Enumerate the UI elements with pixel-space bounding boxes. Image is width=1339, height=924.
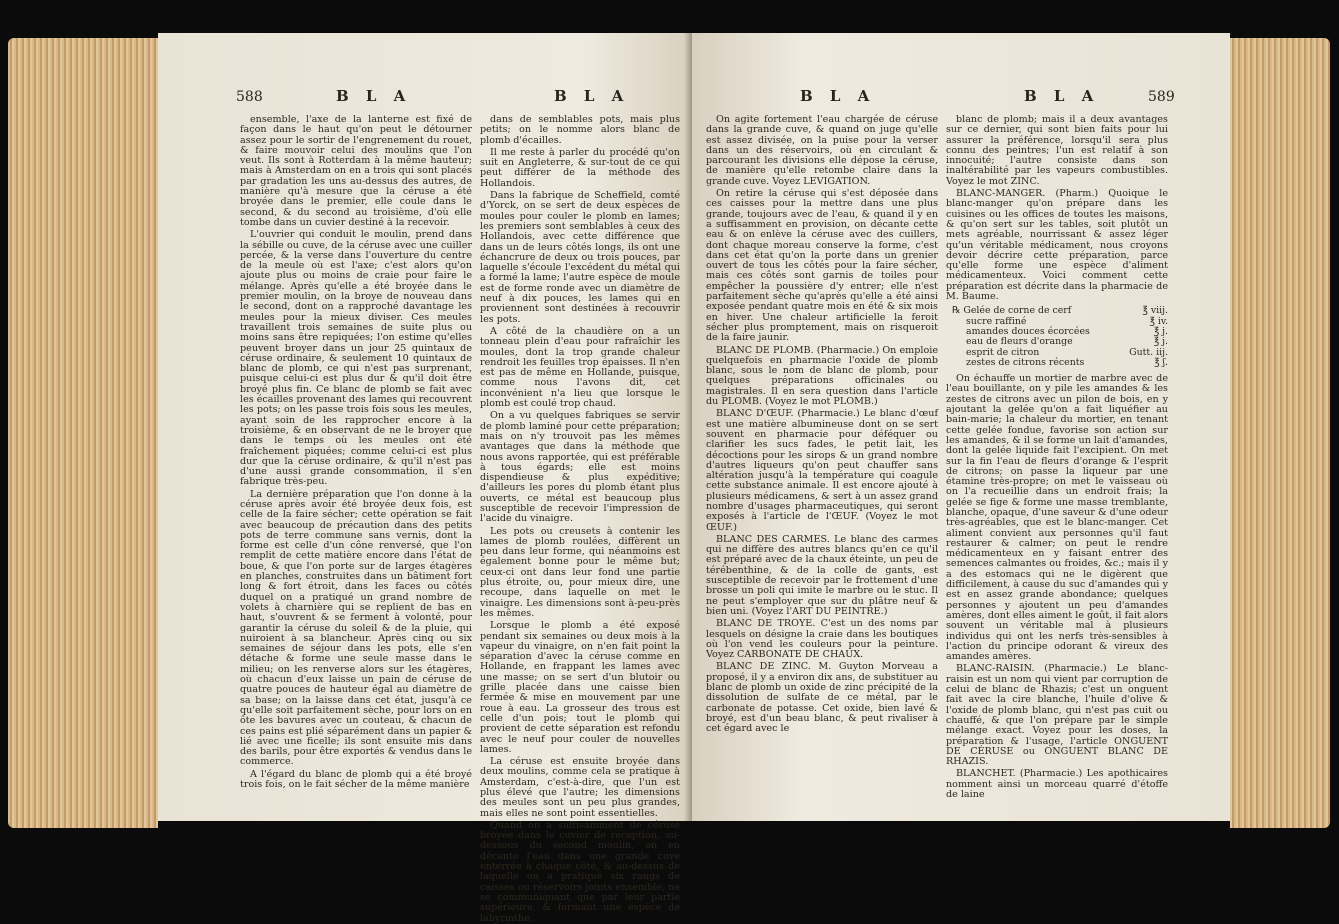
paragraph: Il me reste à parler du procédé qu'on suit en Angleterre, & sur-tout de ce qui peut différer de la méthode des Hollandois. [480, 146, 680, 189]
paragraph: BLANC DE PLOMB. (Pharmacie.) On emploie quelquefois en pharmacie l'oxide de plomb blanc, sous le nom de blanc de plomb, pour quelques préparations officinales ou magistrales. Il en sera question dans l'article du PLOMB. (Voyez le mot PLOMB.) [706, 344, 938, 408]
recipe-row: zestes de citrons récents ℥ ʃ. [966, 356, 1168, 368]
right-page-edges [1230, 38, 1330, 828]
right-page [692, 33, 1230, 821]
recipe-table [952, 306, 1168, 368]
paragraph: BLANC DE ZINC. M. Guyton Morveau a proposé, il y a environ dix ans, de substituer au blanc de plomb un oxide de zinc précipité de la dissolution de sulfate de ce métal, par le carbonate de potasse. Cet oxide, bien lavé & broyé, est d'un beau blanc, & peut rivaliser à cet égard avec le [706, 661, 938, 735]
text-column [240, 115, 472, 805]
paragraph: A côté de la chaudière on a un tonneau plein d'eau pour rafraîchir les moules, dont la trop grande chaleur rendroit les feuilles trop épaisses. Il n'en est pas de même en Hollande, puisque, comme nous l'avons dit, cet inconvénient n'a lieu que lorsque le plomb est coulé trop chaud. [480, 325, 680, 410]
left-page-header [158, 83, 692, 107]
paragraph: La céruse est ensuite broyée dans deux moulins, comme cela se pratique à Amsterdam, c'est-à-dire, que l'un est plus élevé que l'autre; les dimensions des meules sont un peu plus grandes, mais elles ne sont point essentielles. [480, 756, 680, 819]
left-page [158, 33, 692, 924]
paragraph: dans de semblables pots, mais plus petits; on le nomme alors blanc de plomb d'écailles. [480, 114, 680, 146]
page-number: 588 [236, 89, 263, 105]
paragraph: A l'égard du blanc de plomb qui a été broyé trois fois, on le fait sécher de la même manière [240, 768, 472, 790]
open-book [8, 28, 1330, 924]
paragraph: BLANC D'ŒUF. (Pharmacie.) Le blanc d'œuf est une matière albumineuse dont on se sert souvent en pharmacie pour déféquer ou clarifier les sucs fades, le petit lait, les décoctions pour les sirops & un grand nombre d'autres liqueurs qu'on peut chauffer sans altération jusqu'à la température qui coagule cette substance animale. Il est encore ajouté à plusieurs médicamens, & sert à un assez grand nombre d'usages pharmaceutiques, qui seront exposés à l'article de l'ŒUF. (Voyez le mot ŒUF.) [706, 408, 938, 533]
paragraph: Quand on a suffisamment de céruse broyée dans le cuvier de réception, au-dessous du second moulin, on en décante l'eau dans une grande cuve enterrée à chaque côté, & au-dessus de laquelle on a pratiqué six rangs de caisses ou réservoirs joints ensemble, ne se communiquant que par leur partie supérieure, & formant une espèce de labyrinthe. [480, 819, 680, 924]
paragraph: BLANC-RAISIN. (Pharmacie.) Le blanc-raisin est un nom qui vient par corruption de celui de blanc de Rhazis; c'est un onguent fait avec la cire blanche, l'huile d'olive & l'oxide de plomb blanc, qui n'est pas cuit ou chauffé, & que l'on prépare par le simple mélange exact. Voyez pour les doses, la préparation & l'usage, l'article ONGUENT DE CÉRUSE ou ONGUENT BLANC DE RHAZIS. [946, 663, 1168, 768]
paragraph: BLANCHET. (Pharmacie.) Les apothicaires nomment ainsi un morceau quarré d'étoffe de laine [946, 768, 1168, 800]
text-column [706, 115, 938, 805]
paragraph: BLANC DES CARMES. Le blanc des carmes qui ne diffère des autres blancs qu'en ce qu'il est préparé avec de la chaux éteinte, un peu de térébenthine, & de la colle de gants, est susceptible de recevoir par le frottement d'une brosse un poli qui imite le marbre ou le stuc. Il ne peut s'employer que sur du plâtre neuf & bien uni. (Voyez l'ART DU PEINTRE.) [706, 533, 938, 617]
paragraph: blanc de plomb; mais il a deux avantages sur ce dernier, qui sont bien faits pour lui assurer la préférence, lorsqu'il sera plus connu des peintres; l'un est relatif à son innocuité; l'autre consiste dans son inaltérabilité par les vapeurs combustibles. Voyez le mot ZINC. [946, 114, 1168, 187]
running-head: B L A [336, 87, 412, 105]
paragraph: On agite fortement l'eau chargée de céruse dans la grande cuve, & quand on juge qu'elle est assez divisée, on la puise pour la verser dans un des réservoirs, où en circulant & parcourant les divisions elle dépose la céruse, de manière qu'elle retombe claire dans la grande cuve. Voyez LEVIGATION. [706, 114, 938, 187]
paragraph: On retire la céruse qui s'est déposée dans ces caisses pour la mettre dans une plus grande, toujours avec de l'eau, & quand il y en a suffisamment en provision, on décante cette eau & on enlève la céruse avec des cuillers, dont chaque moreau conserve la forme, c'est dans cet état qu'on la porte dans un grenier ouvert de tous les côtés pour la faire sécher, mais ces côtés sont garnis de toiles pour empêcher la poussière d'y entrer; elle n'est parfaitement sèche qu'après qu'elle a été ainsi exposée pendant quatre mois en été & six mois en hiver. Une chaleur artificielle la feroit sécher plus promptement, mais on risqueroit de la faire jaunir. [706, 188, 938, 344]
paragraph: ensemble, l'axe de la lanterne est fixé de façon dans le haut qu'on peut le détourner assez pour le sortir de l'engrenement du rouet, & faire mouvoir celui des moulins que l'on veut. Ils sont à Rotterdam à la même hauteur; mais à Amsterdam on en a trois qui sont placés par gradation les uns au-dessus des autres, de manière qu'à mesure que la céruse a été broyée dans le premier, elle coule dans le second, & du second au troisième, d'où elle tombe dans un cuvier destiné à la recevoir. [240, 114, 472, 228]
right-page-header [692, 83, 1230, 107]
paragraph: Les pots ou creusets à contenir les lames de plomb roulées, diffèrent un peu dans leur forme, qui néanmoins est également bonne pour le même but; ceux-ci ont dans leur fond une partie plus étroite, ou, pour mieux dire, une recoupe, dans laquelle on met le vinaigre. Les dimensions sont à-peu-près les mêmes. [480, 525, 680, 619]
paragraph: BLANC-MANGER. (Pharm.) Quoique le blanc-manger qu'on prépare dans les cuisines ou les offices de toutes les maisons, & qu'on sert sur les tables, soit plutôt un mets agréable, nourrissant & assez léger qu'un véritable médicament, nous croyons devoir décrire cette préparation, parce qu'elle forme une espèce d'aliment médicamenteux. Voici comment cette préparation est décrite dans la pharmacie de M. Baume. [946, 188, 1168, 303]
text-column [480, 114, 680, 924]
paragraph: La dernière préparation que l'on donne à la céruse après avoir été broyée deux fois, est celle de la faire sécher; cette opération se fait avec beaucoup de précaution dans des petits pots de terre commune sans vernis, dont la forme est celle d'un cône renversé, que l'on remplit de cette matière encore dans l'état de boue, & que l'on porte sur de larges étagères en planches, construites dans un bâtiment fort long & fort étroit, dans les faces ou côtés duquel on a pratiqué un grand nombre de volets à charnière qui se replient de bas en haut, s'ouvrent & se ferment à volonté, pour garantir la céruse du soleil & de la pluie, qui nuiroient à sa blancheur. Après cinq ou six semaines de séjour dans les pots, elle s'en détache & forme une seule masse dans le milieu; on les renverse alors sur les étagères, où chacun d'eux laisse un pain de céruse de quatre pouces de hauteur égal au diamètre de sa base; on la laisse dans cet état, jusqu'à ce qu'elle soit parfaitement sèche, pour lors on en ôte les bavures avec un couteau, & chacun de ces pains est plié séparément dans un papier & lié avec une ficelle; ils sont ensuite mis dans des barils, pour être exportés & vendus dans le commerce. [240, 488, 472, 768]
recipe-row: sucre raffiné ℥ iv. [966, 315, 1168, 327]
running-head: B L A [554, 87, 630, 105]
left-page-edges [8, 38, 158, 828]
paragraph: Dans la fabrique de Scheffield, comté d'Yorck, on se sert de deux espèces de moules pour couler le plomb en lames; les premiers sont semblables à ceux des Hollandois, avec cette différence que dans un de leurs côtés longs, ils ont une échancrure de deux ou trois pouces, par laquelle s'écoule l'excédent du métal qui a formé la lame; l'autre espèce de moule est de forme ronde avec un diamètre de neuf à dix pouces, les lames qui en proviennent sont destinées à recouvrir les pots. [480, 190, 680, 325]
paragraph: On échauffe un mortier de marbre avec de l'eau bouillante, on y pile les amandes & les zestes de citrons avec un pilon de bois, en y ajoutant la gelée qu'on a fait liquéfier au bain-marie; la chaleur du mortier, en tenant cette gelée fondue, favorise son action sur les amandes, & il se forme un lait d'amandes, dont la gelée liquide fait l'excipient. On met sur la fin l'eau de fleurs d'orange & l'esprit de citrons; on passe la liqueur par une étamine très-propre; on met le vaisseau où on l'a recueillie dans un endroit frais; la gelée se fige & forme une masse tremblante, blanche, opaque, d'une saveur & d'une odeur très-agréables, que est le blanc-manger. Cet aliment convient aux personnes qu'il faut restaurer & calmer; on peut le rendre médicamenteux en y faisant entrer des semences calmantes ou froides, &c.; mais il y a des estomacs qui ne le digèrent que difficilement, à cause du suc d'amandes qui y est en assez grande abondance; quelques personnes y ajoutent un peu d'amandes amères, dont elles aiment le goût, il fait alors souvent un véritable mal à plusieurs individus qui ont les nerfs très-sensibles à l'action du principe odorant & vireux des amandes amères. [946, 373, 1168, 663]
paragraph: L'ouvrier qui conduit le moulin, prend dans la sébille ou cuve, de la céruse avec une cuiller percée, & la verse dans l'ouverture du centre de la meule où est l'axe; c'est alors qu'on ajoute plus ou moins de craie pour faire le mélange. Après qu'elle a été broyée dans le premier moulin, on la broye de nouveau dans le second, dont on a rapproché davantage les meules pour la mieux diviser. Ces meules travaillent trois semaines de suite plus ou moins sans être repiquées; l'on estime qu'elles peuvent broyer dans un jour 25 quintaux de céruse ordinaire, & seulement 10 quintaux de blanc de plomb, ce qui n'est pas surprenant, puisque celui-ci est plus dur & qu'il doit être broyé plus fin. Ce blanc de plomb se fait avec les écailles provenant des lames qui recouvrent les pots; on les passe trois fois sous les meules, ayant soin de les rapprocher encore à la troisième, & en observant de ne le broyer que dans le temps où les meules ont été fraîchement piquées; comme celui-ci est plus dur que la céruse ordinaire, & qu'il n'est pas d'une aussi grande consommation, il s'en fabrique très-peu. [240, 229, 473, 488]
paragraph: BLANC DE TROYE. C'est un des noms par lesquels on désigne la craie dans les boutiques où l'on vend les couleurs pour la peinture. Voyez CARBONATE DE CHAUX. [706, 618, 938, 661]
recipe-row: esprit de citron Gutt. iij. [966, 346, 1168, 358]
paragraph: On a vu quelques fabriques se servir de plomb laminé pour cette préparation; mais on n'y trouvoit pas les mêmes avantages que dans la méthode que nous avons rapportée, qui est préférable à tous égards; elle est moins dispendieuse & plus expéditive; d'ailleurs les pores du plomb étant plus ouverts, ce métal est beaucoup plus susceptible de recevoir l'impression de l'acide du vinaigre. [480, 410, 680, 525]
recipe-row: amandes douces écorcées ℥ j. [966, 325, 1168, 337]
running-head: B L A [1024, 87, 1100, 105]
page-number: 589 [1148, 89, 1175, 105]
recipe-row: eau de fleurs d'orange ℥ j. [966, 336, 1168, 348]
text-column [946, 115, 1168, 805]
recipe-row: ℞ Gelée de corne de cerf ℥ viij. [952, 305, 1168, 317]
running-head: B L A [800, 87, 876, 105]
paragraph: Lorsque le plomb a été exposé pendant six semaines ou deux mois à la vapeur du vinaigre, on n'en fait point la séparation d'avec la céruse comme en Hollande, en frappant les lames avec une masse; on se sert d'un blutoir ou grille placée dans une caisse bien fermée & mise en mouvement par une roue à eau. La grosseur des trous est celle d'un pois; tout le plomb qui provient de cette séparation est refondu avec le neuf pour couler de nouvelles lames. [480, 620, 680, 755]
